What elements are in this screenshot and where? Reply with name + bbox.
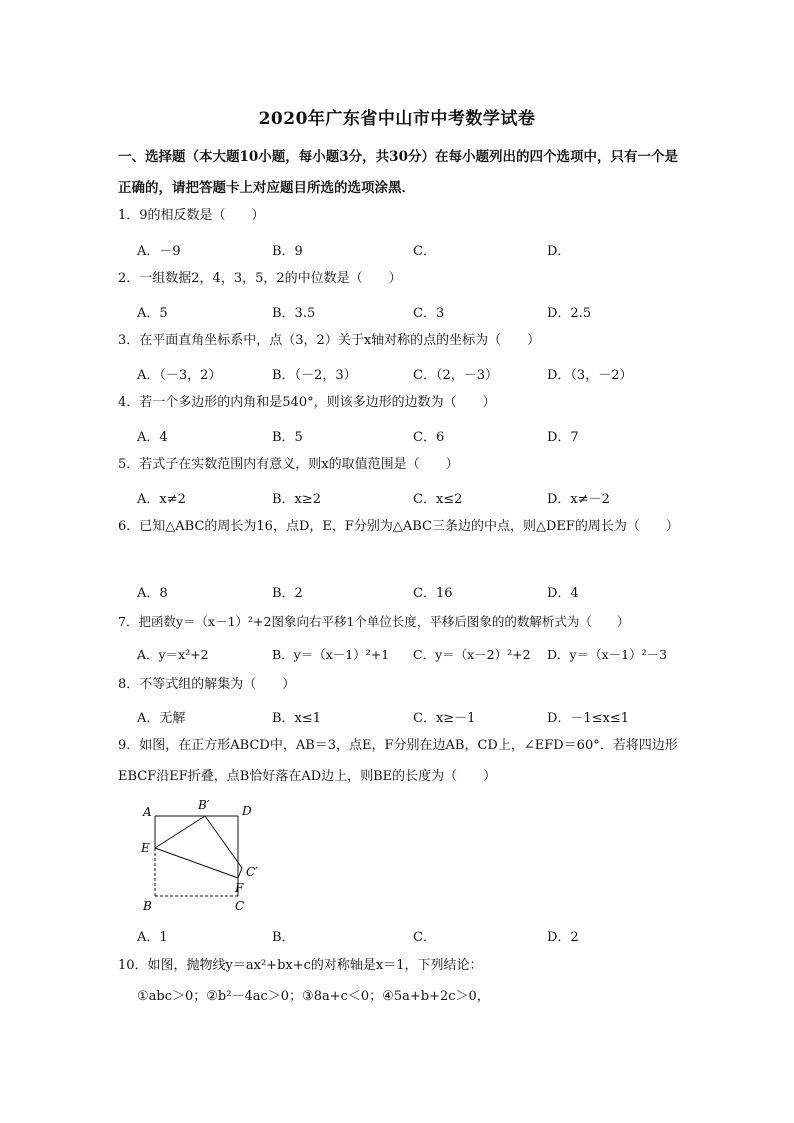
label-d: D	[242, 804, 252, 818]
edge-b-prime-c-prime	[205, 816, 242, 868]
option-b: B．y＝（x－1）²+1	[272, 647, 390, 662]
option-b: B．	[272, 930, 295, 945]
label-e: E	[141, 841, 150, 855]
option-b: B．2	[272, 586, 303, 601]
option-d: D．x≠－2	[547, 492, 610, 507]
section-heading: 一、选择题（本大题10小题，每小题3分，共30分）在每小题列出的四个选项中，只有一个是正确的，请把答题卡上对应题目所选的选项涂黑．	[118, 149, 678, 196]
question-1: 1．9的相反数是（ ）	[118, 208, 265, 223]
option-b: B．x≥2	[272, 492, 322, 507]
question-9: 9．如图，在正方形ABCD中，AB＝3，点E，F分别在边AB，CD上，∠EFD＝60°．若将四边形EBCF沿EF折叠，点B恰好落在AD边上，则BE的长度为（ ）	[118, 738, 678, 784]
question-6-options	[137, 582, 677, 602]
question-5-options	[137, 488, 677, 508]
question-4: 4．若一个多边形的内角和是540°，则该多边形的边数为（ ）	[118, 395, 496, 410]
label-c-prime: C′	[246, 865, 258, 879]
option-d: D．4	[547, 586, 579, 601]
question-2-options	[137, 302, 677, 322]
label-a: A	[143, 805, 152, 819]
page-title: 2020年广东省中山市中考数学试卷	[258, 109, 536, 129]
option-c: C．x≤2	[413, 492, 463, 507]
question-6: 6．已知△ABC的周长为16，点D，E，F分别为△ABC三条边的中点，则△DEF的周长为（ ）	[118, 519, 679, 534]
option-a: A．（－3，2）	[137, 368, 222, 383]
edge-c-prime-f	[238, 868, 242, 878]
label-f: F	[235, 881, 244, 895]
option-d: D．2.5	[547, 306, 592, 321]
option-d: D．－1≤x≤1	[547, 711, 630, 726]
question-8-options	[137, 707, 677, 727]
option-b: B．9	[272, 244, 303, 259]
label-b: B	[143, 899, 152, 913]
option-c: C．	[413, 930, 436, 945]
question-7: 7．把函数y＝（x－1）²+2图象向右平移1个单位长度，平移后图象的的数解析式为（ ）	[118, 614, 630, 629]
option-a: A．x≠2	[137, 492, 186, 507]
question-1-options	[137, 240, 677, 260]
option-c: C．（2，－3）	[413, 368, 498, 383]
question-9-options	[137, 926, 677, 946]
question-4-options	[137, 426, 677, 446]
option-d: D．2	[547, 930, 579, 945]
option-d: D．7	[547, 430, 579, 445]
option-b: B．5	[272, 430, 303, 445]
question-7-options	[137, 645, 677, 665]
option-c: C．16	[413, 586, 453, 601]
question-2: 2．一组数据2，4，3，5，2的中位数是（ ）	[118, 271, 402, 286]
square-fold-figure	[136, 798, 266, 916]
label-c: C	[235, 899, 245, 913]
question-3: 3．在平面直角坐标系中，点（3，2）关于x轴对称的点的坐标为（ ）	[118, 333, 541, 348]
option-c: C．x≥－1	[413, 711, 476, 726]
fold-line-ef	[155, 848, 238, 878]
option-a: A．1	[137, 930, 168, 945]
label-b-prime: B′	[198, 798, 210, 812]
option-c: C．3	[413, 306, 445, 321]
option-c: C．	[413, 244, 436, 259]
question-3-options	[137, 364, 677, 384]
option-a: A．8	[137, 586, 168, 601]
question-10: 10．如图，抛物线y＝ax²+bx+c的对称轴是x＝1，下列结论：	[118, 958, 483, 973]
option-c: C．6	[413, 430, 445, 445]
option-a: A．无解	[137, 711, 186, 726]
option-b: B．3.5	[272, 306, 316, 321]
option-d: D．（3，－2）	[547, 368, 633, 383]
question-5: 5．若式子在实数范围内有意义，则x的取值范围是（ ）	[118, 457, 459, 472]
option-a: A．y＝x²+2	[137, 647, 209, 662]
option-a: A．5	[137, 306, 168, 321]
option-b: B．（－2，3）	[272, 368, 357, 383]
option-d: D．y＝（x－1）²－3	[547, 647, 668, 662]
option-a: A．4	[137, 430, 168, 445]
option-c: C．y＝（x－2）²+2	[413, 647, 531, 662]
option-d: D．	[547, 244, 571, 259]
question-8: 8．不等式组的解集为（ ）	[118, 677, 296, 692]
option-a: A．－9	[137, 244, 181, 259]
question-10-statements: ①abc＞0；②b²－4ac＞0；③8a+c＜0；④5a+b+2c＞0，	[137, 989, 490, 1004]
option-b: B．x≤1	[272, 711, 322, 726]
edge-eb-prime	[155, 816, 205, 848]
